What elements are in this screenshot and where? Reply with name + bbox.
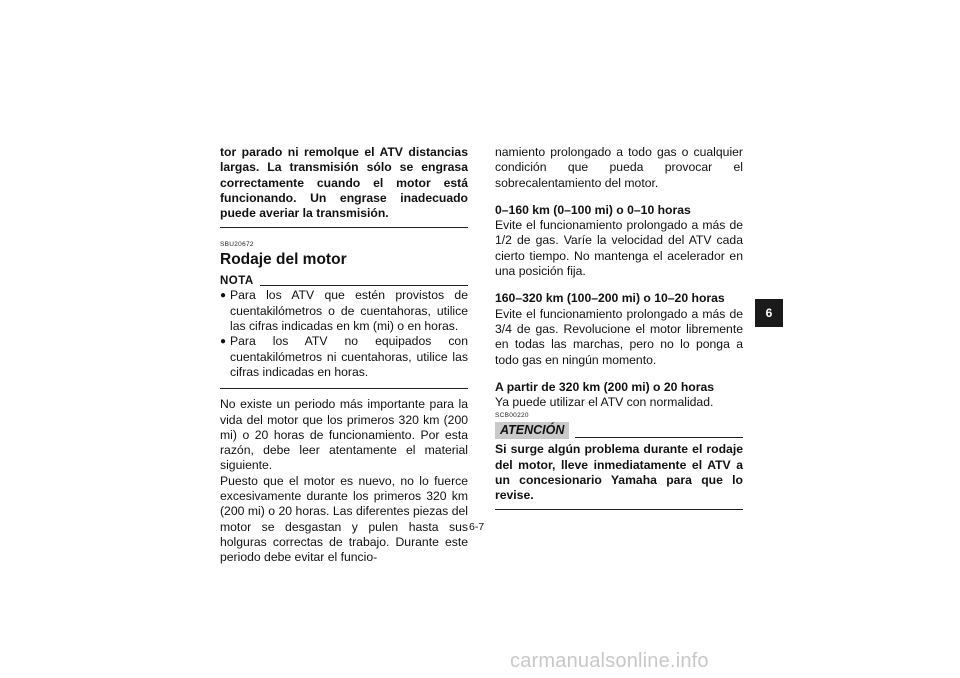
caution-code: SCB00220 — [495, 412, 529, 420]
continuation-text: namiento prolongado a todo gas o cualquier condición que pueda provocar el sobrecalentamiento del motor. — [495, 145, 743, 190]
nota-item — [220, 288, 468, 334]
caution-rule — [575, 437, 743, 438]
bullet-icon: ● — [220, 336, 227, 348]
warning-continuation: tor parado ni remolque el ATV distancias largas. La transmisión sólo se engrasa correctamente cuando el motor está funcionando. Un engrase inadecuado puede averiar la transmisión. — [220, 145, 468, 221]
stage-text: Evite el funcionamiento prolongado a más de 1/2 de gas. Varíe la velocidad del ATV cada cierto tiempo. No mantenga el acelerador en una posición fija. — [495, 218, 743, 279]
nota-item-text: Para los ATV no equipados con cuentakilómetros ni cuentahoras, utilice las cifras indicadas en horas. — [230, 334, 468, 379]
nota-label: NOTA — [220, 275, 254, 288]
caution-end-rule — [495, 509, 743, 510]
warning-end-rule — [220, 227, 468, 228]
stage-heading: 160–320 km (100–200 mi) o 10–20 horas — [495, 291, 725, 306]
section-code: SBU20672 — [220, 241, 254, 249]
page-number: 6-7 — [469, 521, 485, 533]
caution-text: Si surge algún problema durante el rodaje del motor, lleve inmediatamente el ATV a un concesionario Yamaha para que lo revise. — [495, 442, 743, 503]
stage-text: Ya puede utilizar el ATV con normalidad. — [495, 395, 714, 410]
nota-item-text: Para los ATV que estén provistos de cuentakilómetros o de cuentahoras, utilice las cifras indicadas en km (mi) o en horas. — [230, 288, 468, 334]
chapter-tab: 6 — [755, 299, 783, 327]
nota-header — [220, 275, 468, 288]
section-title: Rodaje del motor — [220, 251, 347, 269]
paragraph-1: No existe un periodo más importante para la vida del motor que los primeros 320 km (200 mi) o 20 horas de funcionamiento. Por esta razón, debe leer atentamente el material siguiente. — [220, 397, 468, 473]
caution-header — [495, 422, 743, 439]
stage-text: Evite el funcionamiento prolongado a más de 3/4 de gas. Revolucione el motor libremente en todas las marchas, pero no lo ponga a todo gas en ningún momento. — [495, 306, 743, 367]
stage-heading: A partir de 320 km (200 mi) o 20 horas — [495, 379, 715, 394]
bullet-icon: ● — [220, 290, 227, 302]
caution-label: ATENCIÓN — [495, 422, 569, 439]
watermark-text: carmanualsonline.info — [510, 650, 709, 672]
nota-item — [220, 334, 468, 380]
right-column — [495, 145, 743, 510]
left-column — [220, 145, 468, 566]
nota-end-rule — [220, 388, 468, 389]
paragraph-2: Puesto que el motor es nuevo, no lo fuerce excesivamente durante los primeros 320 km (200 mi) o 20 horas. Las diferentes piezas del motor se desgastan y pulen hasta sus holguras correctas de trabajo. Durante este periodo debe evitar el funcio- — [220, 473, 468, 565]
nota-rule — [260, 285, 468, 286]
stage-heading: 0–160 km (0–100 mi) o 0–10 horas — [495, 202, 691, 217]
